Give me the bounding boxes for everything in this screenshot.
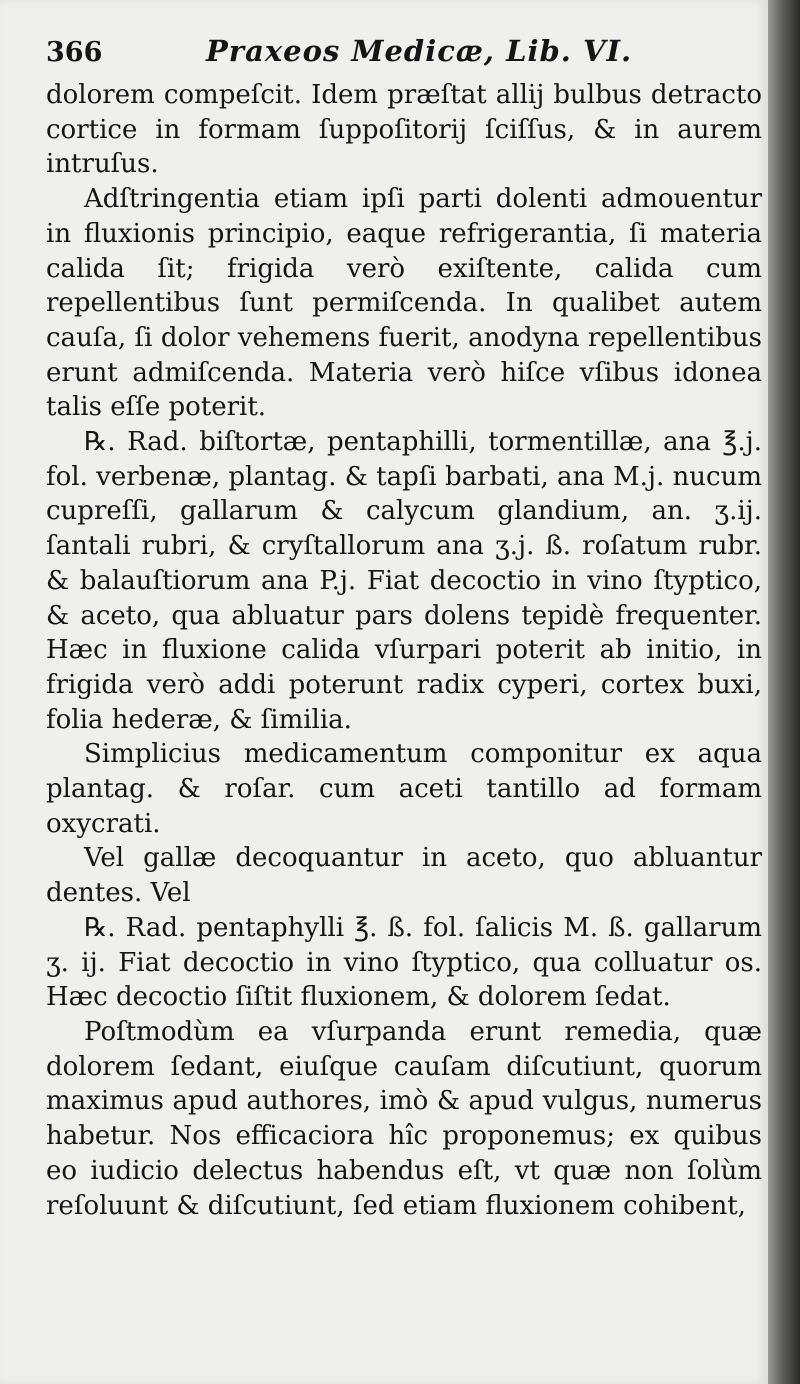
running-title: Praxeos Medicæ, Lib. VI.: [206, 34, 633, 68]
page-text: [46, 34, 762, 1223]
paragraph-adstringentia: Adſtringentia etiam ipſi parti dolenti admouentur in fluxionis principio, eaque refrigerantia, ſi materia calida ſit; frigida verò exiſtente, calida cum repellentibus ſunt permiſcenda. In qualibet autem cauſa, ſi dolor vehemens fuerit, anodyna repellentibus erunt admiſcenda. Materia verò hiſce vſibus idonea talis eſſe poterit.: [46, 184, 762, 423]
recipe-second: ℞. Rad. pentaphylli ℥. ß. fol. ſalicis M. ß. gallarum ʒ. ij. Fiat decoctio in vino ſtyptico, qua colluatur os. Hæc decoctio ſiſtit fluxionem, & dolorem ſedat.: [46, 912, 762, 1013]
recipe-first: ℞. Rad. biſtortæ, pentaphilli, tormentillæ, ana ℥.j. fol. verbenæ, plantag. & tapſi barbati, ana M.j. nucum cupreſſi, gallarum & calycum glandium, an. ʒ.ij. ſantali rubri, & cryſtallorum ana ʒ.j. ß. roſatum rubr. & balauſtiorum ana P.j. Fiat decoctio in vino ſtyptico, & aceto, qua abluatur pars dolens tepidè frequenter. Hæc in fluxione calida vſurpari poterit ab initio, in frigida verò addi poterunt radix cyperi, cortex buxi, folia hederæ, & ſimilia.: [46, 427, 762, 735]
paragraph-simplicius: Simplicius medicamentum componitur ex aqua plantag. & roſar. cum aceti tantillo ad formam oxycrati.: [46, 739, 762, 839]
paragraph-continuation: dolorem compeſcit. Idem præſtat allij bulbus detracto cortice in formam ſuppoſitorij ſciſſus, & in aurem intruſus.: [46, 80, 762, 180]
paragraph-vel-gallae: Vel gallæ decoquantur in aceto, quo abluantur dentes. Vel: [46, 843, 762, 909]
paragraph-postmodum: Poſtmodùm ea vſurpanda erunt remedia, quæ dolorem ſedant, eiuſque cauſam diſcutiunt, quorum maximus apud authores, imò & apud vulgus, numerus habetur. Nos efficaciora hîc proponemus; ex quibus eo iudicio delectus habendus eſt, vt quæ non ſolùm reſoluunt & diſcutiunt, ſed etiam fluxionem cohibent,: [46, 1016, 762, 1221]
running-header: [46, 34, 762, 78]
page-number: 366: [46, 37, 103, 68]
page-edge-shadow: [768, 0, 800, 1384]
